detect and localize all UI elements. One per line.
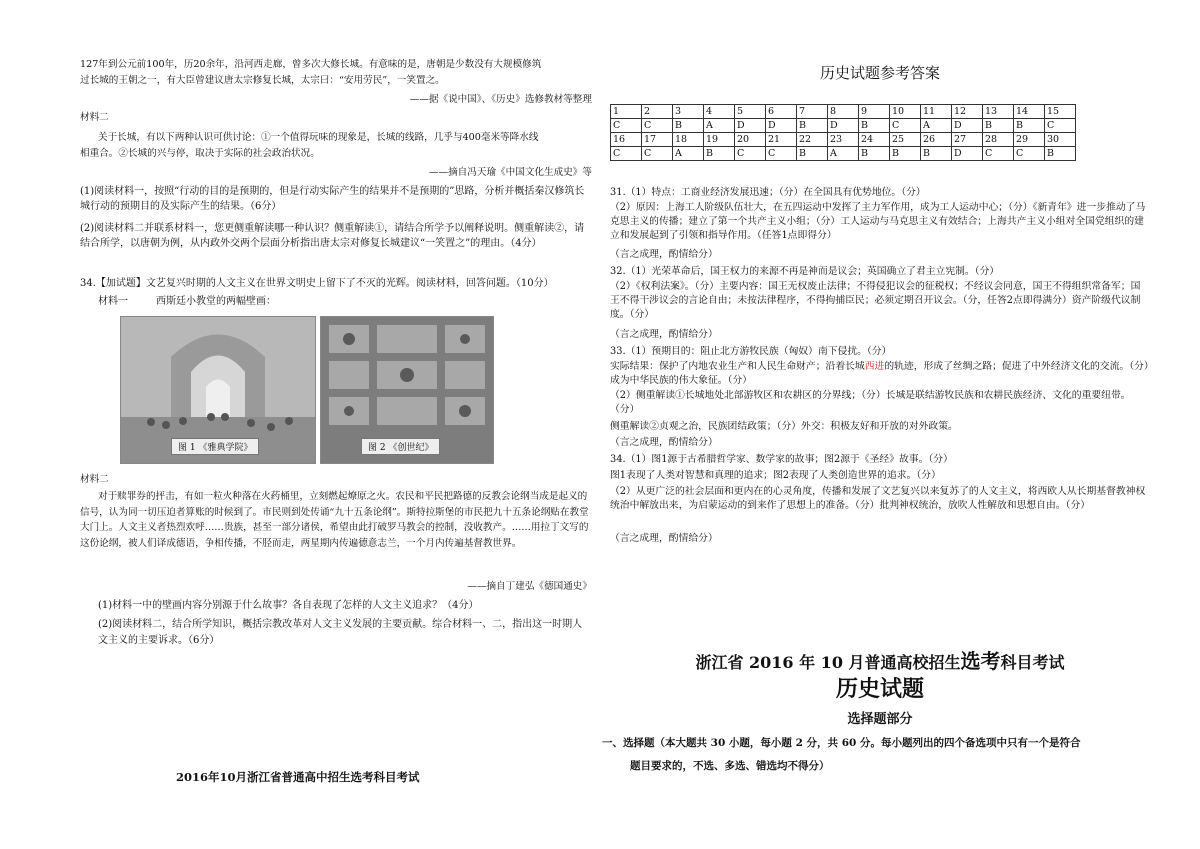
instruction-line-1: 一、选择题（本大题共 30 小题，每小题 2 分，共 60 分。每小题列出的四个备选项中只有一个是符合 bbox=[602, 737, 1081, 749]
answer-table-cell: D bbox=[735, 119, 766, 133]
material-two-text-1: 关于长城，有以下两种认识可供讨论：①一个值得玩味的现象是，长城的线路，几乎与400毫米等降水线 bbox=[98, 132, 539, 143]
answer-table bbox=[610, 104, 1076, 161]
answer-33-2-a: 实际结果：保护了内地农业生产和人民生命财产；沿着长城 bbox=[610, 361, 865, 372]
exam-title-b: 选考 bbox=[960, 649, 1001, 673]
answer-table-cell: 23 bbox=[828, 133, 859, 147]
exam-title-a: 浙江省 2016 年 10 月普通高校招生 bbox=[695, 653, 961, 672]
answer-table-cell: 26 bbox=[921, 133, 952, 147]
answer-table-cell: 9 bbox=[859, 105, 890, 119]
answer-table-cell: C bbox=[890, 119, 921, 133]
material-2b-source: ——摘自丁建弘《德国通史》 bbox=[467, 581, 592, 592]
answer-table-cell: 14 bbox=[1014, 105, 1045, 119]
answer-33-1: 33.（1）预期目的：阻止北方游牧民族（匈奴）南下侵扰。（分） bbox=[610, 346, 892, 357]
exam-title-c: 科目考试 bbox=[1000, 653, 1065, 672]
instruction-line-2: 题目要求的，不选、多选、错选均不得分） bbox=[630, 760, 830, 772]
answer-32-1: 32.（1）光荣革命后，国王权力的来源不再是神而是议会；英国确立了君主立宪制。（分） bbox=[610, 266, 1000, 277]
answer-table-cell: 13 bbox=[983, 105, 1014, 119]
answer-title: 历史试题参考答案 bbox=[819, 64, 940, 82]
answer-table-cell: B bbox=[983, 119, 1014, 133]
answer-table-cell: B bbox=[673, 119, 704, 133]
answer-table-cell: 1 bbox=[611, 105, 642, 119]
answer-table-cell: C bbox=[983, 147, 1014, 161]
answer-34-2: 图1表现了人类对智慧和真理的追求；图2表现了人类创造世界的追求。（分） bbox=[610, 470, 941, 481]
question-34-2: (2)阅读材料二，结合所学知识，概括宗教改革对人文主义发展的主要贡献。综合材料一、二，指出这一时期人文主义的主要诉求。（6分） bbox=[98, 619, 583, 646]
question-34: 34.【加试题】文艺复兴时期的人文主义在世界文明史上留下了不灭的光辉。阅读材料，回答问题。（10分） bbox=[80, 278, 554, 289]
answer-table-cell: C bbox=[611, 119, 642, 133]
answer-table-cell: 7 bbox=[797, 105, 828, 119]
answer-table-cell: 27 bbox=[952, 133, 983, 147]
answer-table-cell: A bbox=[673, 147, 704, 161]
answer-table-row bbox=[611, 133, 1076, 147]
subject-title: 历史试题 bbox=[835, 676, 924, 702]
answer-34-1: 34.（1）图1源于古希腊哲学家、数学家的故事；图2源于《圣经》故事。（分） bbox=[610, 454, 953, 465]
answer-table-cell: 29 bbox=[1014, 133, 1045, 147]
answer-table-cell: C bbox=[642, 119, 673, 133]
answer-table-cell: 18 bbox=[673, 133, 704, 147]
question-33-2: (2)阅读材料二并联系材料一，您更侧重解读哪一种认识？侧重解读①，请结合所学予以阐释说明。侧重解读②，请结合所学，以唐朝为例，从内政外交两个层面分析指出唐太宗对修复长城建议“一笑置之”的理由。（4分） bbox=[80, 223, 585, 249]
answer-table-cell: 6 bbox=[766, 105, 797, 119]
answer-31-3: （言之成理，酌情给分） bbox=[610, 249, 718, 260]
fresco-genesis bbox=[320, 316, 494, 464]
answer-32-2: （2）《权利法案》。（分）主要内容：国王无权废止法律；不得侵犯议会的征税权；不经议会同意，国王不得组织常备军；国王不得干涉议会的言论自由；未按法律程序，不得拘捕臣民；必须定期召开议会。（分，任答2点即得满分）资产阶级代议制度。（分） bbox=[610, 281, 1141, 321]
answer-table-cell: D bbox=[766, 119, 797, 133]
answer-table-cell: B bbox=[859, 147, 890, 161]
answer-31-2: （2）原因：上海工人阶级队伍壮大，在五四运动中发挥了主力军作用，成为工人运动中心；（分）《新青年》进一步推动了马克思主义的传播；建立了第一个共产主义小组；（分）工人运动与马克思主义有效结合；上海共产主义小组对全国党组织的建立和发展起到了引领和指导作用。（任答1点即得分） bbox=[610, 202, 1146, 242]
intro-line-1: 127年到公元前100年，历20余年，沿河西走廊，曾多次大修长城。有意味的是，唐朝是少数没有大规模修筑 bbox=[80, 59, 542, 70]
answer-table-cell: 5 bbox=[735, 105, 766, 119]
answer-table-cell: 2 bbox=[642, 105, 673, 119]
answer-table-cell: 12 bbox=[952, 105, 983, 119]
answer-33-4: 侧重解读②贞观之治，民族团结政策；（分）外交：积极友好和开放的对外政策。 bbox=[610, 421, 958, 432]
answer-table-row bbox=[611, 105, 1076, 119]
answer-table-cell: 25 bbox=[890, 133, 921, 147]
answer-table-cell: B bbox=[921, 147, 952, 161]
left-footer: 2016年10月浙江省普通高中招生选考科目考试 bbox=[176, 770, 420, 784]
answer-table-cell: 4 bbox=[704, 105, 735, 119]
exam-title bbox=[610, 645, 1150, 674]
answer-table-cell: A bbox=[921, 119, 952, 133]
answer-34-3: （2）从更广泛的社会层面和更内在的心灵角度，传播和发展了文艺复兴以来复苏了的人文主义，将西欧人从长期基督教神权统治中解放出来，为启蒙运动的到来作了思想上的准备。（分）批判神权统治，放吹人性解放和思想自由。（分） bbox=[610, 486, 1146, 512]
answer-table-cell: D bbox=[952, 119, 983, 133]
answer-table-cell: 8 bbox=[828, 105, 859, 119]
answer-table-cell: B bbox=[1014, 119, 1045, 133]
material-two-title: 材料二 bbox=[80, 112, 109, 123]
answer-table-cell: 20 bbox=[735, 133, 766, 147]
answer-31-1: 31.（1）特点：工商业经济发展迅速；（分）在全国具有优势地位。（分） bbox=[610, 187, 926, 198]
answer-table-row bbox=[611, 119, 1076, 133]
answer-table-cell: 24 bbox=[859, 133, 890, 147]
material-one-label: 材料一 bbox=[98, 296, 128, 307]
answer-table-cell: 28 bbox=[983, 133, 1014, 147]
answer-table-cell: C bbox=[611, 147, 642, 161]
material-2b-title: 材料二 bbox=[80, 474, 109, 485]
answer-table-cell: C bbox=[642, 147, 673, 161]
answer-table-cell: 21 bbox=[766, 133, 797, 147]
answer-table-cell: A bbox=[828, 147, 859, 161]
material-one-title: 西斯廷小教堂的两幅壁画： bbox=[156, 296, 276, 307]
question-33-1: (1)阅读材料一，按照“行动的目的是预期的，但是行动实际产生的结果并不是预期的”思路，分析并概括秦汉修筑长城行动的预期目的及实际产生的结果。（6分） bbox=[80, 186, 585, 212]
answer-32-3: （言之成理，酌情给分） bbox=[610, 329, 718, 340]
answer-table-cell: B bbox=[797, 119, 828, 133]
answer-table-cell: C bbox=[1014, 147, 1045, 161]
answer-table-cell: B bbox=[859, 119, 890, 133]
answer-table-cell: A bbox=[704, 119, 735, 133]
figure-1-caption: 图 1 《雅典学院》 bbox=[171, 438, 259, 455]
answer-table-row bbox=[611, 147, 1076, 161]
answer-table-cell: B bbox=[890, 147, 921, 161]
answer-table-cell: 17 bbox=[642, 133, 673, 147]
material-two-text-2: 相重合。②长城的兴与停，取决于实际的社会政治状况。 bbox=[80, 148, 320, 159]
answer-table-cell: 3 bbox=[673, 105, 704, 119]
answer-table-cell: B bbox=[704, 147, 735, 161]
fresco-school-of-athens bbox=[120, 316, 316, 464]
figure-2-caption: 图 2 《创世纪》 bbox=[361, 438, 440, 455]
intro-line-2: 过长城的王朝之一，有大臣曾建议唐太宗修复长城，太宗曰：“安用劳民”，一笑置之。 bbox=[80, 75, 445, 86]
answer-33-5: （言之成理，酌情给分） bbox=[610, 437, 718, 448]
answer-table-cell: 19 bbox=[704, 133, 735, 147]
answer-table-cell: B bbox=[1045, 147, 1076, 161]
answer-table-cell: C bbox=[735, 147, 766, 161]
answer-33-2 bbox=[610, 360, 1150, 388]
answer-33-2-b: 的轨迹，形成了丝绸之路；促进了中外经济文化的交流。（分）成为中华民族的伟大象征。（分） bbox=[610, 361, 1149, 387]
question-34-1: (1)材料一中的壁画内容分别源于什么故事？各自表现了怎样的人文主义追求？（4分） bbox=[98, 600, 479, 611]
section-title: 选择题部分 bbox=[847, 712, 913, 727]
answer-table-cell: D bbox=[952, 147, 983, 161]
answer-table-cell: 30 bbox=[1045, 133, 1076, 147]
intro-source: ——据《说中国》、《历史》选修教材等整理 bbox=[409, 94, 592, 105]
answer-table-cell: 22 bbox=[797, 133, 828, 147]
material-2b-text: 对于赎罪券的抨击，有如一粒火种落在火药桶里，立刻燃起燎原之火。农民和平民把路德的反教会论纲当成是起义的信号，认为同一切压迫者算账的时候到了。市民则到处传诵“九十五条论纲”。斯特拉斯堡的市民把九十五条论纲贴在教堂大门上。人文主义者热烈欢呼……贵族，甚至一部分诸侯，希望由此打破罗马教会的控制，没收教产。……用拉丁文写的这份论纲，被人们译成德语，争相传播，不胫而走，两星期内传遍德意志兰，一个月内传遍基督教世界。 bbox=[80, 491, 589, 549]
material-two-source: ——摘自冯天瑜《中国文化生成史》等 bbox=[428, 167, 592, 178]
answer-33-3: （2）侧重解读①长城地处北部游牧区和农耕区的分界线；（分）长城是联结游牧民族和农耕民族经济、文化的重要纽带。（分） bbox=[610, 390, 1131, 416]
answer-table-cell: D bbox=[828, 119, 859, 133]
answer-33-2-highlight: 西进 bbox=[864, 361, 885, 372]
answer-table-cell: B bbox=[797, 147, 828, 161]
answer-table-cell: 11 bbox=[921, 105, 952, 119]
answer-34-4: （言之成理，酌情给分） bbox=[610, 533, 718, 544]
answer-table-cell: C bbox=[766, 147, 797, 161]
answer-table-cell: 16 bbox=[611, 133, 642, 147]
answer-table-cell: 15 bbox=[1045, 105, 1076, 119]
answer-table-cell: 10 bbox=[890, 105, 921, 119]
answer-table-cell: C bbox=[1045, 119, 1076, 133]
